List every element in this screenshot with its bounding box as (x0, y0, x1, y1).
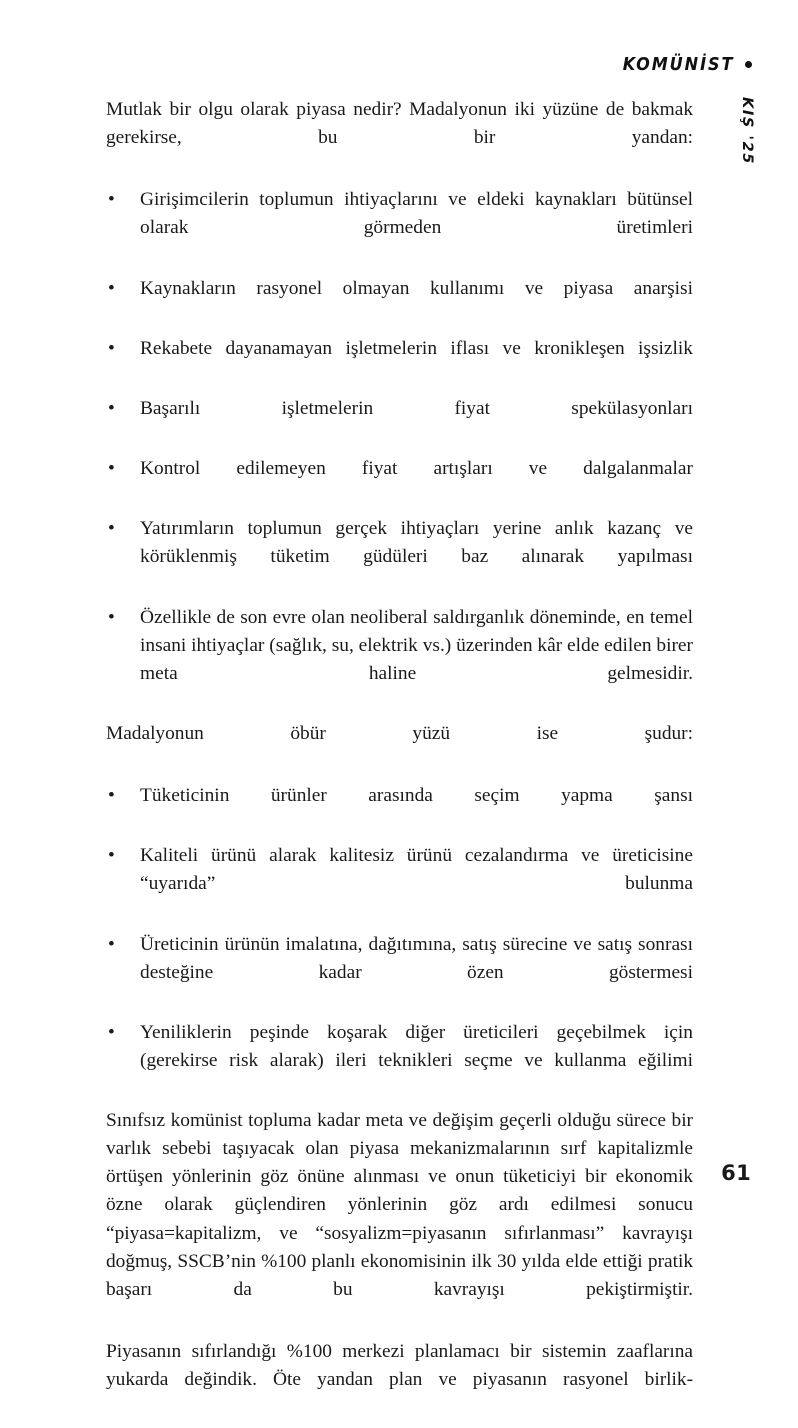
page-number: 61 (721, 1161, 751, 1185)
list-item-text: Rekabete dayanamayan işletmelerin iflası ve kronikleşen işsizlik (140, 337, 693, 359)
bullet-icon: • (108, 189, 115, 211)
list-item-text: Başarılı işletmelerin fiyat spekülasyonları (140, 397, 693, 419)
bullet-icon: • (108, 1021, 115, 1043)
intro-paragraph: Mutlak bir olgu olarak piyasa nedir? Madalyonun iki yüzüne de bakmak gerekirse, bu bir yandan: (106, 99, 693, 149)
bullet-icon: • (108, 606, 115, 628)
bullet-icon: • (108, 397, 115, 419)
list-item-text: Kontrol edilemeyen fiyat artışları ve dalgalanmalar (140, 458, 693, 480)
list-item-text: Tüketicinin ürünler arasında seçim yapma şansı (140, 785, 693, 807)
list-item-text: Özellikle de son evre olan neoliberal saldırganlık döneminde, en temel insani ihtiyaçlar (sağlık, su, elektrik vs.) üzerinden kâr elde edilen birer meta haline gelmesidir. (140, 606, 693, 684)
running-head-title: KOMÜNİST (622, 55, 734, 75)
list-item (106, 395, 693, 451)
list-item-text: Üreticinin ürünün imalatına, dağıtımına, satış sürecine ve satış sonrası desteğine kadar özen göstermesi (140, 933, 693, 983)
list-item-text: Yatırımların toplumun gerçek ihtiyaçları yerine anlık kazanç ve körüklenmiş tüketim güdüleri baz alınarak yapılması (140, 518, 693, 568)
list-item (106, 1019, 693, 1103)
list-item (106, 604, 693, 716)
bullet-icon: • (108, 518, 115, 540)
running-head-issue (736, 95, 758, 185)
list-item (106, 515, 693, 599)
bullet-icon: • (108, 785, 115, 807)
second-intro-paragraph: Madalyonun öbür yüzü ise şudur: (106, 722, 693, 744)
closing-paragraph-2: Piyasanın sıfırlandığı %100 merkezi planlamacı bir sistemin zaaflarına yukarda değindik. Öte yandan plan ve piyasanın rasyonel birlik- (106, 1340, 693, 1391)
closing-paragraph-1: Sınıfsız komünist topluma kadar meta ve değişim geçerli olduğu sürece bir varlık sebebi taşıyacak olan piyasa mekanizmalarının sırf kapitalizmle örtüşen yönlerinin göz önüne alınması ve onun tüketiciyi bir ekonomik özne olarak güçlendiren yönlerinin göz ardı edilmesi sonucu “piyasa=kapitalizm, ve “sosyalizm=piyasanın sıfırlanması” kavrayışı doğmuş, SSCB’nin %100 planlı ekonomisinin ilk 30 yılda elde ettiği pratik başarı da bu kavrayışı pekiştirmiştir. (106, 1110, 693, 1300)
bullet-icon: • (108, 845, 115, 867)
bullet-icon: • (108, 337, 115, 359)
list-item-text: Yeniliklerin peşinde koşarak diğer üreticileri geçebilmek için (gerekirse risk alarak) ileri teknikleri seçme ve kullanma eğilimi (140, 1021, 693, 1071)
list-item (106, 931, 693, 1015)
list-item (106, 335, 693, 391)
body-content (106, 96, 693, 1428)
second-bullet-list (106, 782, 693, 1103)
list-item (106, 842, 693, 926)
bullet-dot-icon (745, 61, 752, 68)
bullet-icon: • (108, 277, 115, 299)
list-item (106, 186, 693, 270)
running-head-issue-label: KIŞ '25 (739, 97, 756, 165)
list-item (106, 275, 693, 331)
first-bullet-list (106, 186, 693, 716)
bullet-icon: • (108, 458, 115, 480)
list-item (106, 782, 693, 838)
list-item-text: Girişimcilerin toplumun ihtiyaçlarını ve eldeki kaynakları bütünsel olarak görmeden üretimleri (140, 189, 693, 239)
list-item (106, 455, 693, 511)
bullet-icon: • (108, 933, 115, 955)
running-head (613, 52, 752, 78)
list-item-text: Kaynakların rasyonel olmayan kullanımı ve piyasa anarşisi (140, 277, 693, 299)
list-item-text: Kaliteli ürünü alarak kalitesiz ürünü cezalandırma ve üreticisine “uyarıda” bulunma (140, 845, 693, 895)
